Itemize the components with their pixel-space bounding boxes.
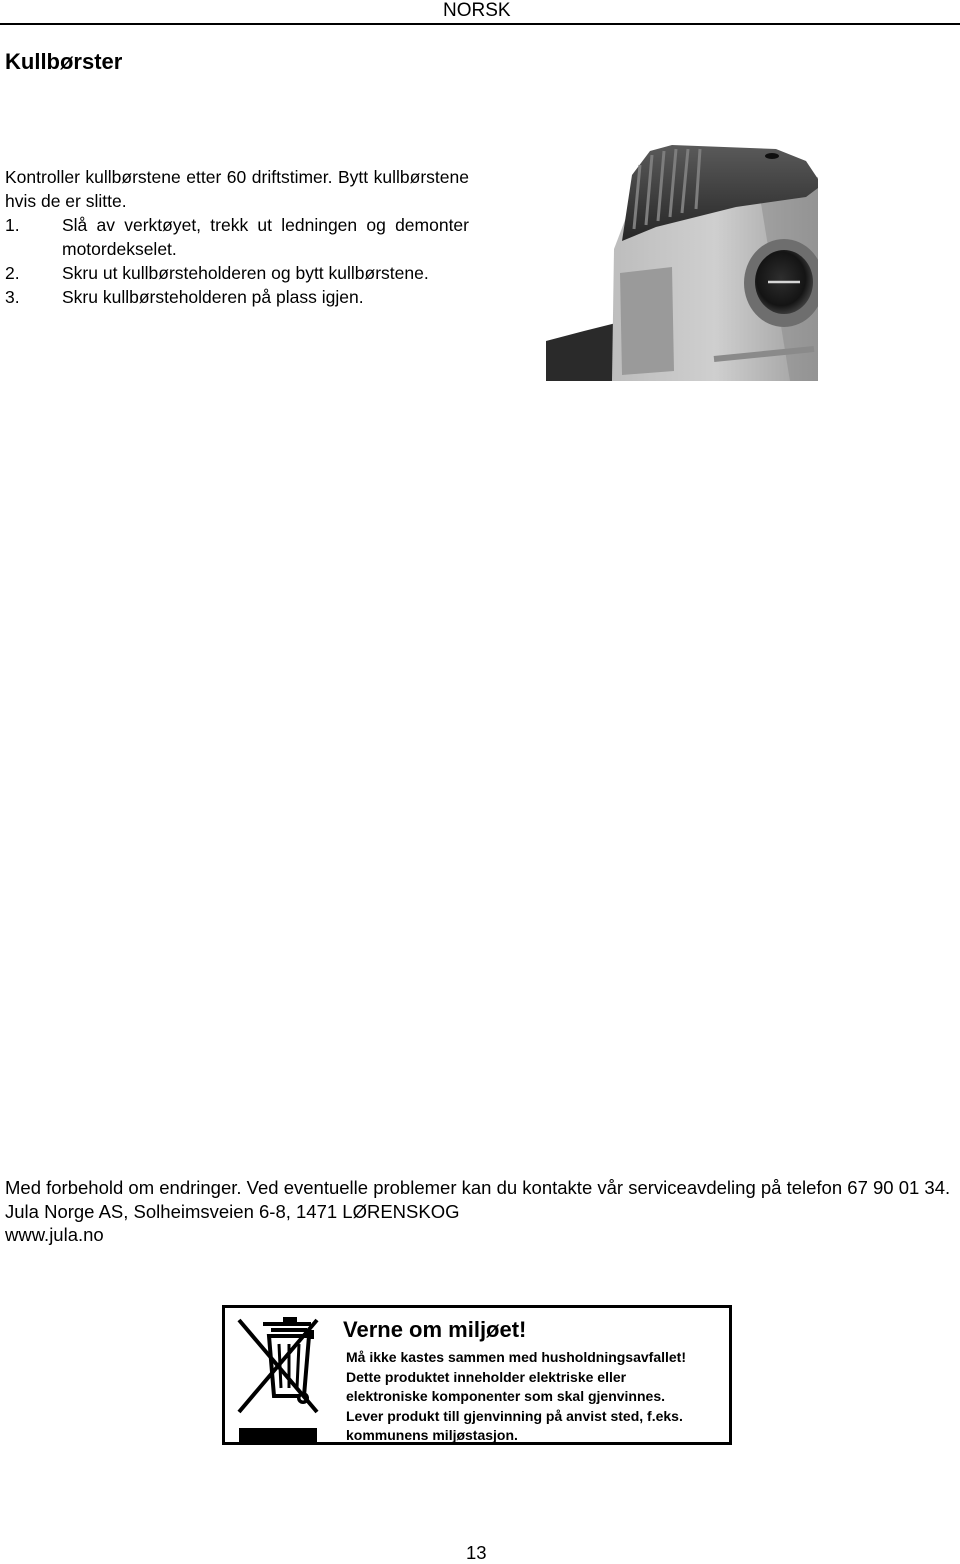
instructions-block <box>5 165 469 309</box>
step-text: Slå av verktøyet, trekk ut ledningen og demonter motordekselet. <box>62 215 469 259</box>
steps-list <box>5 213 469 309</box>
service-notice: Med forbehold om endringer. Ved eventuelle problemer kan du kontakte vår serviceavdeling på telefon 67 90 01 34. <box>5 1177 951 1198</box>
environment-notice <box>222 1305 732 1445</box>
section-title: Kullbørster <box>5 49 123 74</box>
company-website: www.jula.no <box>5 1224 104 1245</box>
page-number: 13 <box>466 1542 487 1563</box>
step-item <box>5 213 469 261</box>
footer-notice <box>5 1176 957 1247</box>
crossed-bin-icon <box>233 1314 321 1442</box>
header-language-label: NORSK <box>443 0 511 21</box>
environment-line: Dette produktet inneholder elektriske eller <box>346 1368 627 1385</box>
environment-line: Lever produkt till gjenvinning på anvist sted, f.eks. <box>346 1407 683 1424</box>
step-item <box>5 285 469 309</box>
step-number: 2. <box>5 263 20 283</box>
environment-line: elektroniske komponenter som skal gjenvinnes. <box>346 1388 665 1404</box>
environment-line: Må ikke kastes sammen med husholdningsavfallet! <box>346 1349 687 1365</box>
header-divider <box>0 23 960 25</box>
carbon-brush-photo <box>546 145 818 381</box>
step-item <box>5 261 469 285</box>
environment-title: Verne om miljøet! <box>343 1317 527 1342</box>
step-number: 1. <box>5 215 20 235</box>
environment-line: kommunens miljøstasjon. <box>346 1427 518 1443</box>
step-text: Skru ut kullbørsteholderen og bytt kullbørstene. <box>62 263 429 283</box>
instructions-intro: Kontroller kullbørstene etter 60 driftstimer. Bytt kullbørstene hvis de er slitte. <box>5 167 469 211</box>
company-address: Jula Norge AS, Solheimsveien 6-8, 1471 LØRENSKOG <box>5 1200 460 1222</box>
environment-text <box>346 1348 728 1446</box>
step-number: 3. <box>5 287 20 307</box>
step-text: Skru kullbørsteholderen på plass igjen. <box>62 287 364 307</box>
